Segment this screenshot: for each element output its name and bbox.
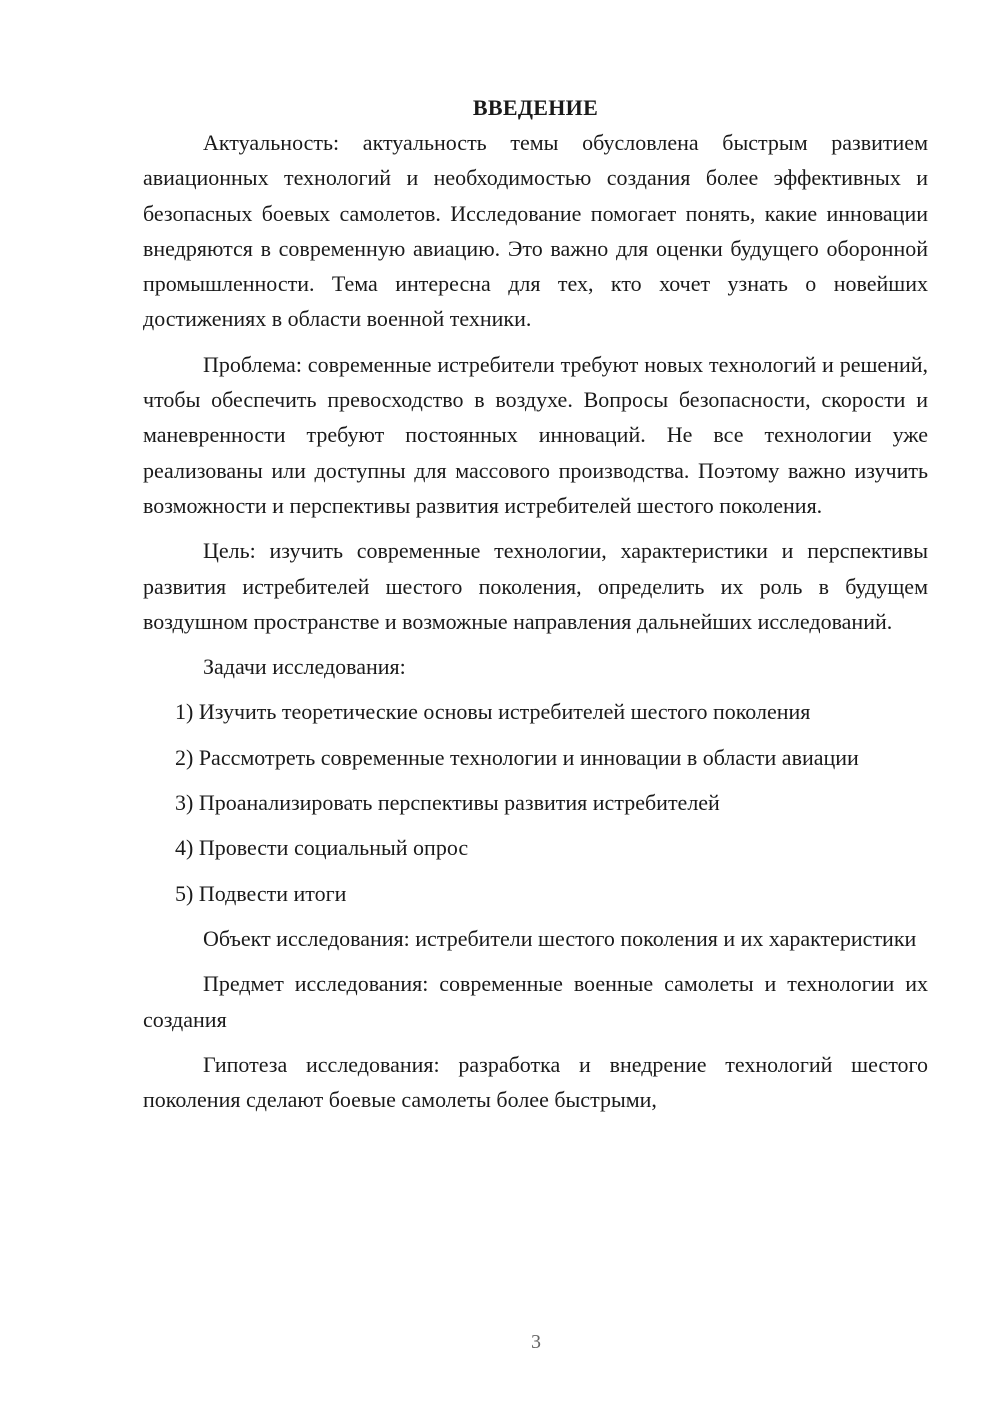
document-title: ВВЕДЕНИЕ [472,95,599,120]
paragraph-problem: Проблема: современные истребители требуют новых технологий и решений, чтобы обеспечить превосходство в воздухе. Вопросы безопасности, скорости и маневренности требуют постоянных инноваций. Не все технологии уже реализованы или доступны для массового производства. Поэтому важно изучить возможности и перспективы развития истребителей шестого поколения. [143,351,928,518]
paragraph-hypothesis: Гипотеза исследования: разработка и внедрение технологий шестого поколения сделают боевые самолеты более быстрыми, [143,1051,928,1113]
task-item-4: 4) Провести социальный опрос [175,835,469,861]
task-item-5: 5) Подвести итоги [175,880,347,906]
task-item-3: 3) Проанализировать перспективы развития истребителей [175,790,720,816]
task-item-1: 1) Изучить теоретические основы истребителей шестого поколения [175,699,811,725]
page-number: 3 [531,1331,541,1353]
paragraph-object: Объект исследования: истребители шестого поколения и их характеристики [203,925,917,951]
paragraph-relevance: Актуальность: актуальность темы обусловлена быстрым развитием авиационных технологий и необходимостью создания более эффективных и безопасных боевых самолетов. Исследование помогает понять, какие инновации внедряются в современную авиацию. Это важно для оценки будущего оборонной промышленности. Тема интересна для тех, кто хочет узнать о новейших достижениях в области военной техники. [143,130,928,332]
paragraph-tasks-heading: Задачи исследования: [203,654,406,680]
task-item-2: 2) Рассмотреть современные технологии и инновации в области авиации [175,744,859,770]
document-page [143,90,928,1127]
paragraph-subject: Предмет исследования: современные военные самолеты и технологии их создания [143,971,928,1032]
paragraph-goal: Цель: изучить современные технологии, характеристики и перспективы развития истребителей шестого поколения, определить их роль в будущем воздушном пространстве и возможные направления дальнейших исследований. [143,538,928,634]
